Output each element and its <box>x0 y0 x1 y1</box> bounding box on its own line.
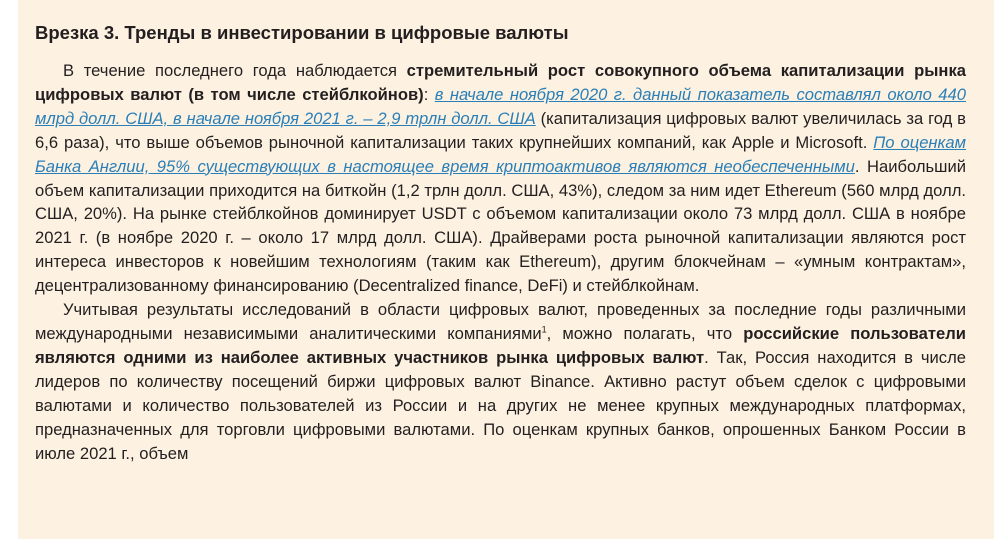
p2-text-3: . Так, Россия находится в числе лидеров по количеству посещений биржи цифровых валют Binance. Активно растут объем сделок с цифровыми валютами и количество пользователей из России и на других не менее крупных международных платформах, предназначенных для торговли цифровыми валютами. По оценкам крупных банков, опрошенных Банком России в июле 2021 г., объем <box>35 347 966 463</box>
p1-bold-1: стремительный рост совокупного объема капитализации рынка цифровых валют (в том числе стейблкойнов) <box>35 61 966 104</box>
p1-text-1: В течение последнего года наблюдается <box>63 61 407 80</box>
p1-text-3: (капитализация цифровых валют увеличилась за год в 6,6 раза), что выше объемов рыночной капитализации таких крупнейших компаний, как Apple и Microsoft. <box>35 108 966 152</box>
sidebar-box <box>18 0 994 539</box>
p1-text-4: . Наибольший объем капитализации приходится на биткойн (1,2 трлн долл. США, 43%), следом за ним идет Ethereum (560 млрд долл. США, 20%). На рынке стейблкойнов доминирует USDT с объемом капитализации около 73 млрд долл. США в ноябре 2021 г. (в ноябре 2020 г. – около 17 млрд долл. США). Драйверами роста рыночной капитализации являются рост интереса инвесторов к новейшим технологиям (таким как Ethereum), другим блокчейнам – «умным контрактам», децентрализованному финансированию (Decentralized finance, DeFi) и стейблкойнам. <box>35 156 967 296</box>
paragraph-2 <box>35 298 966 465</box>
p2-text-2: , можно полагать, что <box>546 323 744 343</box>
footnote-marker[interactable]: 1 <box>541 324 547 335</box>
p2-bold-1: российские пользователи являются одними из наиболее активных участников рынка цифровых валют <box>35 323 966 367</box>
p1-link-bank-of-england[interactable]: По оценкам Банка Англии, 95% существующих в настоящее время криптоактивов являются необеспеченными <box>35 132 966 176</box>
p1-text-2: : <box>423 84 435 104</box>
paragraph-1 <box>35 59 966 298</box>
box-title: Врезка 3. Тренды в инвестировании в цифровые валюты <box>35 22 569 43</box>
p1-link-capitalization[interactable]: в начале ноября 2020 г. данный показатель составлял около 440 млрд долл. США, в начале ноября 2021 г. – 2,9 трлн долл. США <box>35 84 966 128</box>
p2-text-1: Учитывая результаты исследований в области цифровых валют, проведенных за последние годы различными международными независимыми аналитическими компаниями <box>35 300 966 343</box>
